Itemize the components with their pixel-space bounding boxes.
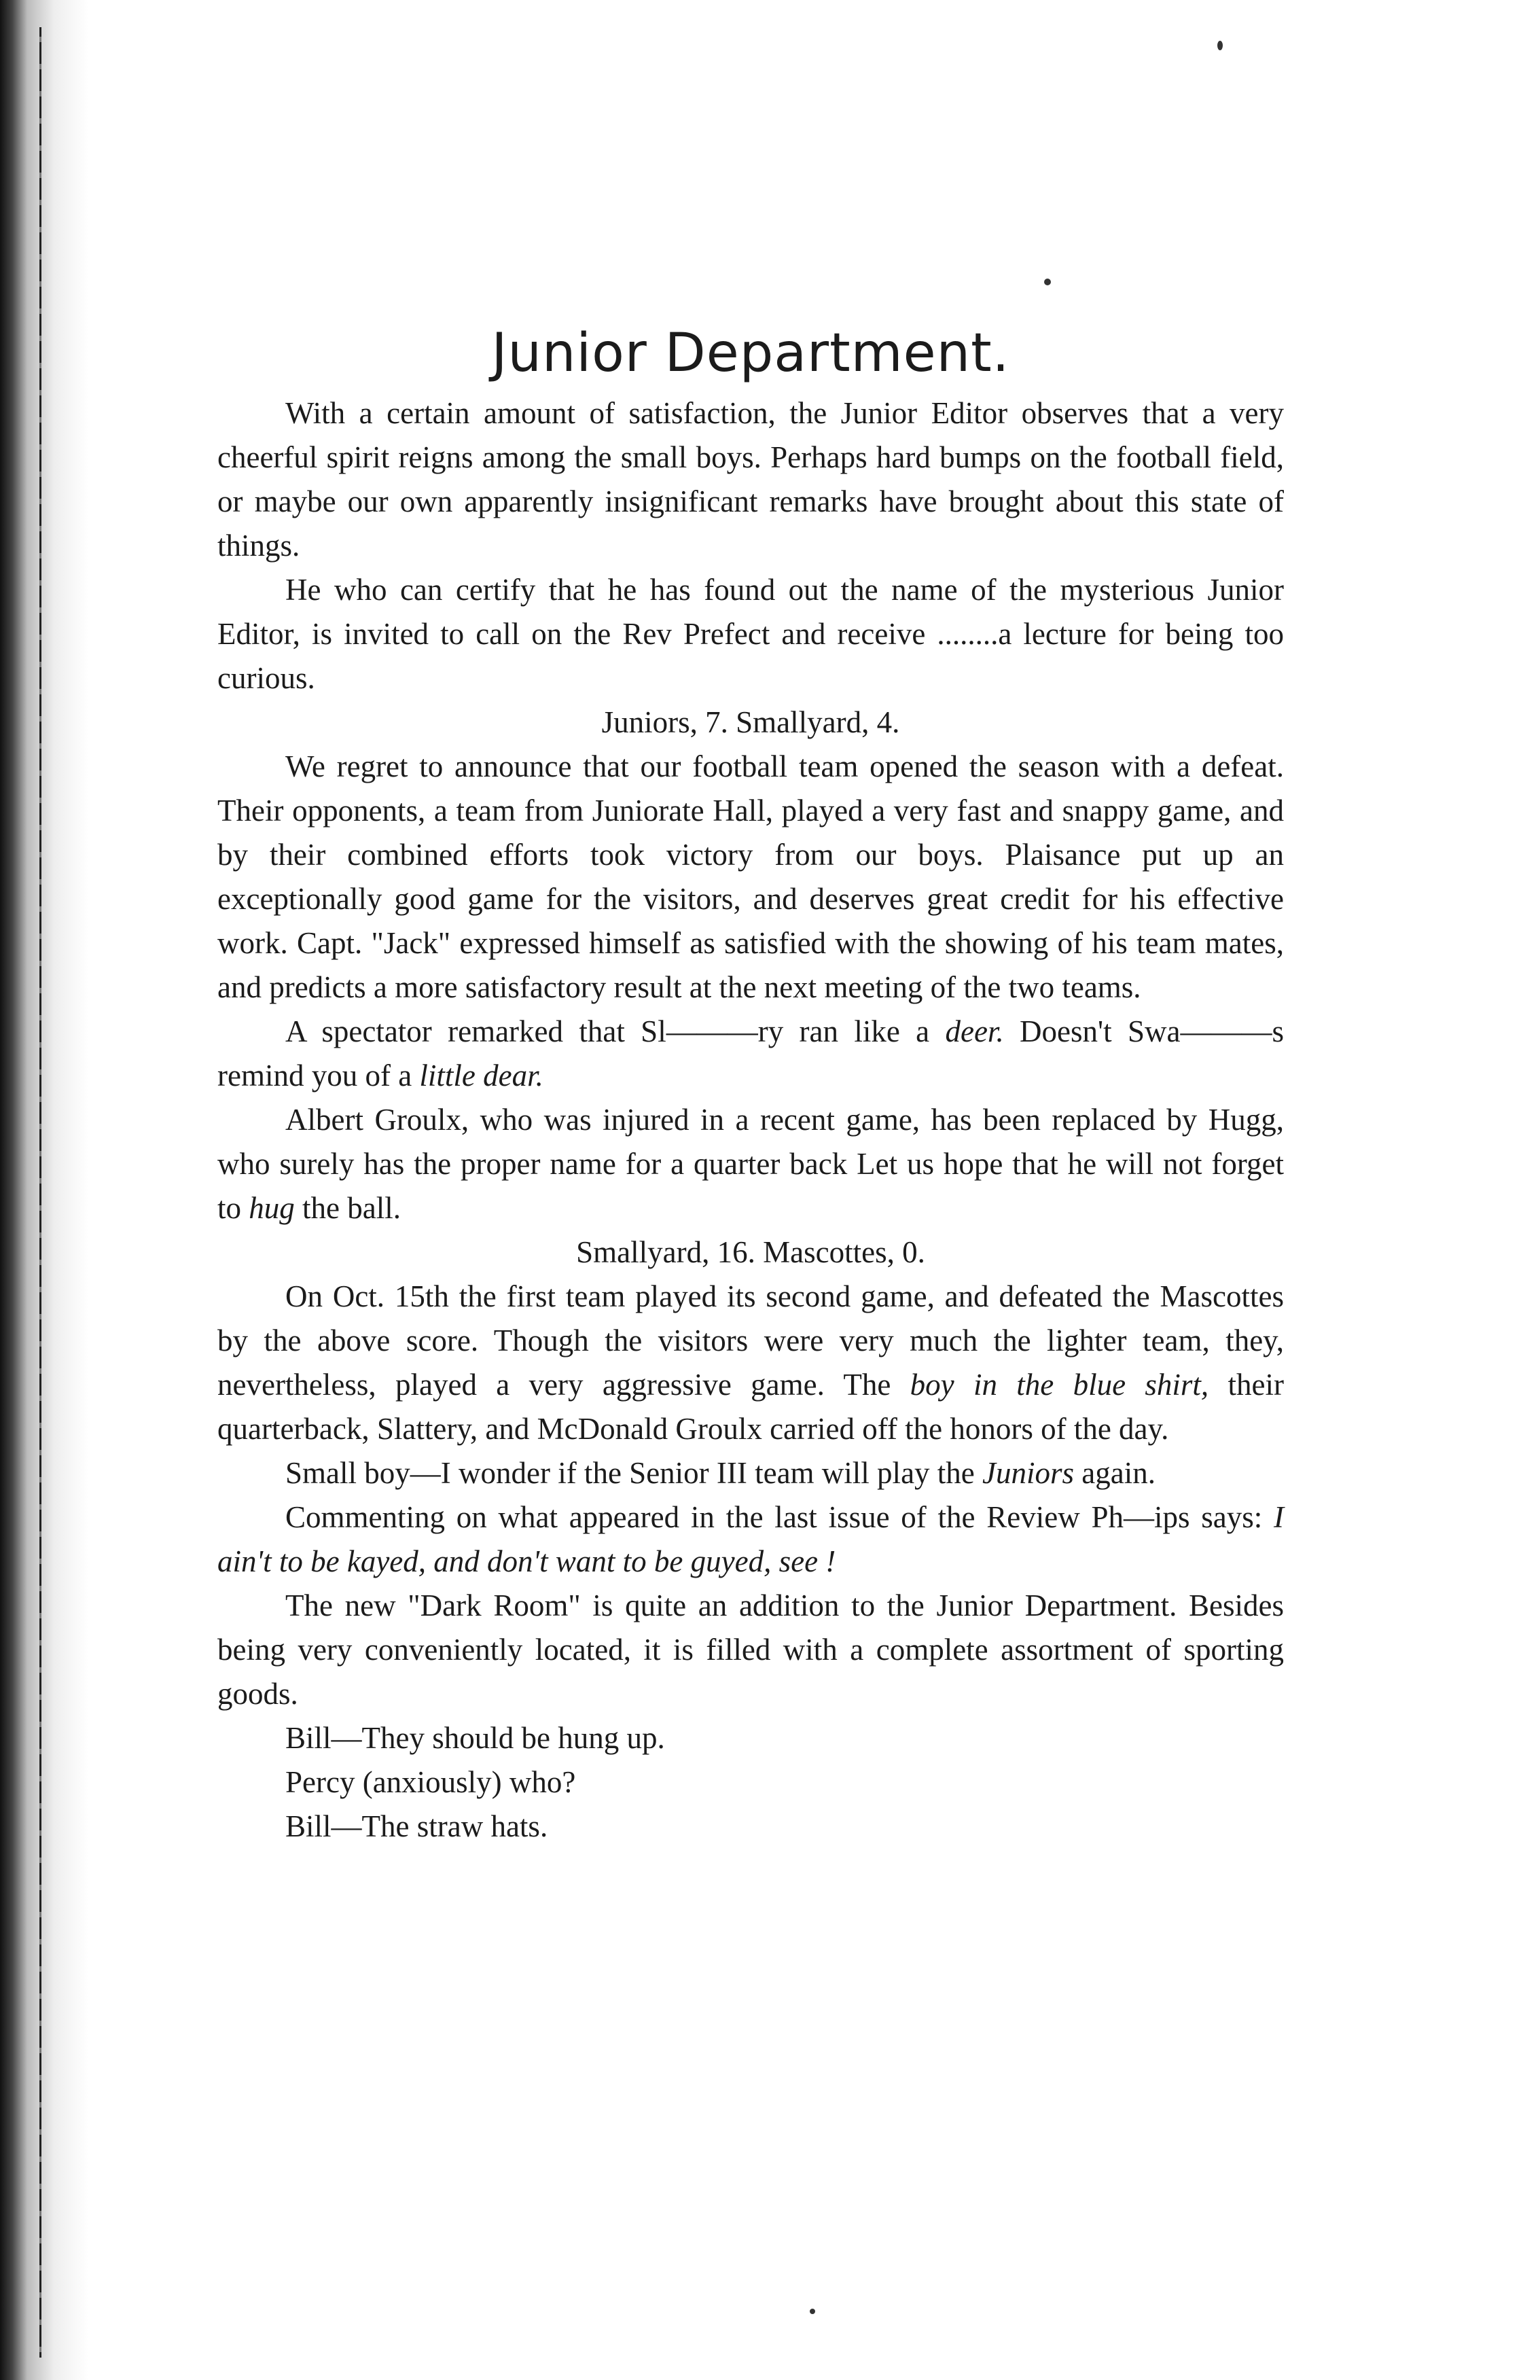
italic-text: boy in the blue shirt,: [910, 1368, 1209, 1402]
page-content: [217, 319, 1284, 1849]
print-speck: [810, 2309, 815, 2314]
paragraph-football-defeat: We regret to announce that our football team opened the season with a defeat. Their opponents, a team from Juniorate Hall, played a very fast and snappy game, and by their combined efforts took victory from our boys. Plaisance put up an exceptionally good game for the visitors, and deserves great credit for his effective work. Capt. "Jack" expressed himself as satisfied with the showing of his team mates, and predicts a more satisfactory result at the next meeting of the two teams.: [217, 749, 1284, 1004]
text-span: Doesn't Swa———s remind you of a: [217, 1014, 1285, 1093]
text-span: Small boy—I wonder if the Senior III team will play the: [285, 1456, 983, 1490]
text-span: their quarterback, Slattery, and McDonald Groulx carried off the honors of the day.: [217, 1368, 1284, 1446]
binding-stitching: [39, 27, 41, 2358]
paragraph-dark-room: The new "Dark Room" is quite an addition to the Junior Department. Besides being very conveniently located, it is filled with a complete assortment of sporting goods.: [217, 1588, 1284, 1711]
paragraph-second-game: [217, 1275, 1284, 1451]
text-span: Albert Groulx, who was injured in a recent game, has been replaced by Hugg, who surely has the proper name for a quarter back Let us hope that he will not forget to: [217, 1103, 1284, 1225]
dialog-line: Bill—The straw hats.: [285, 1809, 548, 1843]
paragraph-small-boy: [217, 1451, 1284, 1495]
dialog-line: Bill—They should be hung up.: [285, 1721, 665, 1755]
italic-text: Juniors: [982, 1456, 1075, 1490]
score-smallyard-mascottes: Smallyard, 16. Mascottes, 0.: [576, 1235, 925, 1269]
paragraph-groulx-injury: [217, 1098, 1284, 1230]
page-title: Junior Department.: [491, 323, 1010, 384]
italic-text: little dear.: [419, 1059, 543, 1093]
print-speck: [1217, 41, 1223, 50]
dialog-line: Percy (anxiously) who?: [285, 1765, 576, 1799]
paragraph-satisfaction: With a certain amount of satisfaction, the Junior Editor observes that a very cheerful spirit reigns among the small boys. Perhaps hard bumps on the football field, or maybe our own apparently insignificant remarks have brought about this state of things.: [217, 396, 1284, 563]
text-span: On Oct. 15th the first team played its second game, and defeated the Mascottes by the above score. Though the visitors were very much the lighter team, they, nevertheless, played a very aggressive game. The: [217, 1279, 1284, 1402]
text-span: again.: [1074, 1456, 1156, 1490]
binding-edge: [0, 0, 88, 2380]
paragraph-commenting: [217, 1495, 1284, 1584]
text-span: the ball.: [294, 1191, 401, 1225]
text-span: Commenting on what appeared in the last issue of the Review Ph—ips says:: [285, 1500, 1274, 1534]
paragraph-junior-editor: He who can certify that he has found out the name of the mysterious Junior Editor, is invited to call on the Rev Prefect and receive ........a lecture for being too curious.: [217, 573, 1284, 695]
italic-text: I ain't to be kayed, and don't want to be guyed, see !: [217, 1500, 1284, 1578]
score-juniors-smallyard: Juniors, 7. Smallyard, 4.: [601, 705, 900, 739]
print-speck: [1044, 279, 1051, 285]
paragraph-spectator: [217, 1010, 1284, 1098]
text-span: A spectator remarked that Sl———ry ran like a: [285, 1014, 946, 1048]
italic-text: hug: [249, 1191, 295, 1225]
italic-text: deer.: [945, 1014, 1004, 1048]
